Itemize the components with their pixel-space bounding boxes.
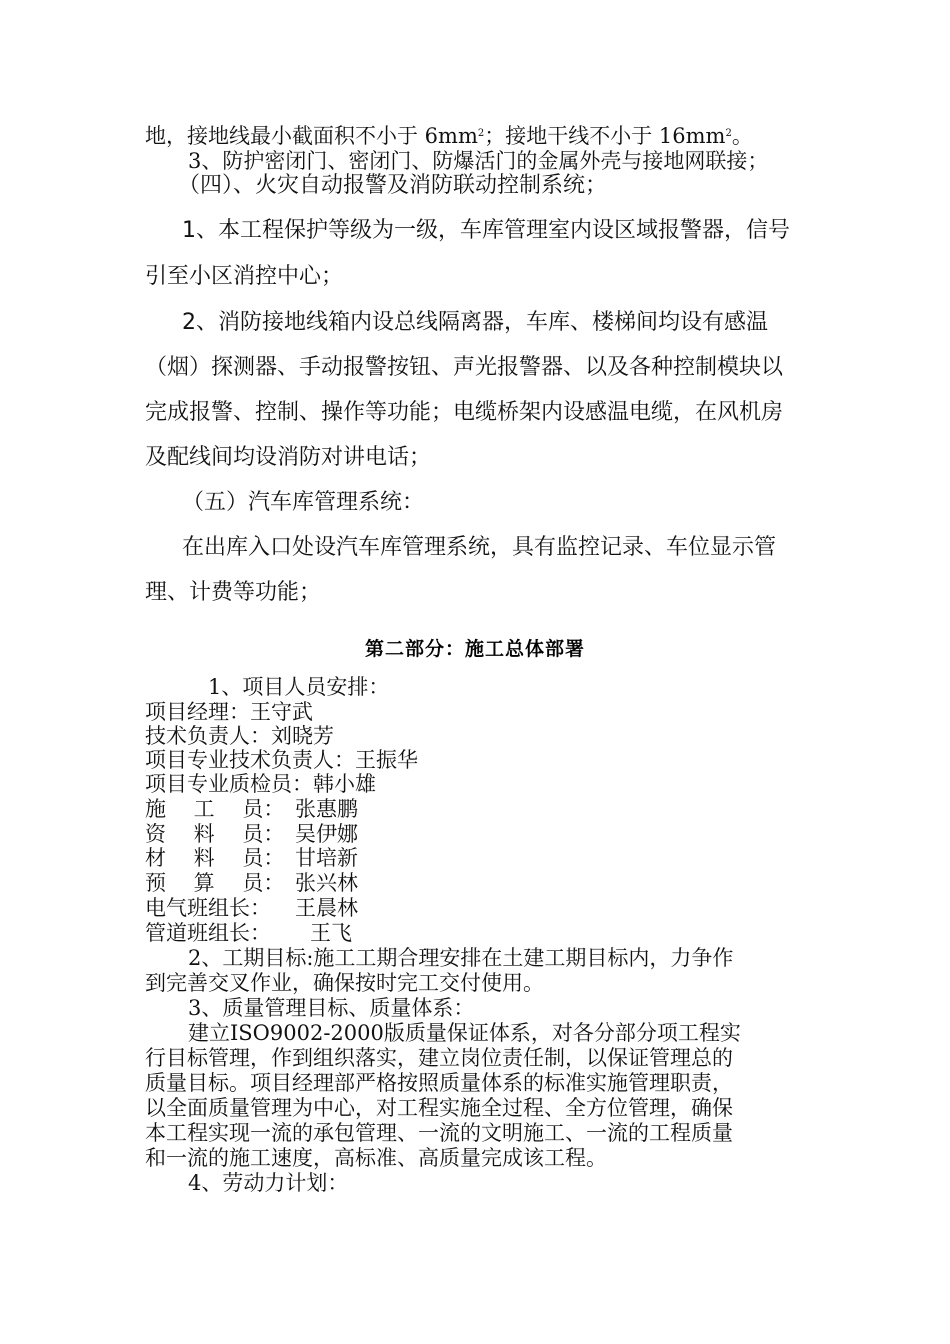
quality-line: 建立ISO9002-2000版质量保证体系，对各分部分项工程实 [188,1021,741,1045]
superscript: 2 [725,128,732,139]
staff-row [145,700,313,724]
staff-name: 吴伊娜 [295,822,358,846]
staff-label: 电气班组长： [145,896,271,920]
staff-row [145,871,358,895]
paragraph-line: 完成报警、控制、操作等功能；电缆桥架内设感温电缆，在风机房 [145,400,784,425]
paragraph-line: 1、本工程保护等级为一级，车库管理室内设区域报警器，信号 [182,218,790,243]
schedule-line: 到完善交叉作业，确保按时完工交付使用。 [145,971,544,995]
staff-label: 材 料 员： [145,846,285,870]
staff-row [145,846,358,870]
paragraph-line: 2、消防接地线箱内设总线隔离器，车库、楼梯间均设有感温 [182,310,768,335]
staff-label: 施 工 员： [145,797,285,821]
staff-row [145,724,334,748]
superscript: 2 [477,128,485,139]
staff-name: 甘培新 [295,846,358,870]
staff-row [145,748,418,772]
labor-heading: 4、劳动力计划： [188,1171,349,1195]
section-heading-garage: （五）汽车库管理系统： [182,490,425,515]
paragraph-line: 引至小区消控中心； [145,264,344,289]
quality-line: 质量目标。项目经理部严格按照质量体系的标准实施管理职责， [145,1071,733,1095]
staff-name: 王飞 [310,921,352,945]
quality-line: 以全面质量管理为中心，对工程实施全过程、全方位管理，确保 [145,1096,733,1120]
quality-heading: 3、质量管理目标、质量体系： [188,996,475,1020]
staff-name: 王振华 [355,748,418,772]
staff-label: 管道班组长： [145,921,271,945]
protective-door-line: 3、防护密闭门、密闭门、防爆活门的金属外壳与接地网联接； [188,149,769,173]
staff-label: 项目经理： [145,700,250,724]
grounding-text-c: 。 [731,124,753,148]
part-title: 第二部分：施工总体部署 [364,638,585,660]
quality-line: 和一流的施工速度，高标准、高质量完成该工程。 [145,1146,607,1170]
staff-name: 王守武 [250,700,313,724]
grounding-line [145,124,753,148]
staff-name: 刘晓芳 [271,724,334,748]
staff-name: 张兴林 [295,871,358,895]
staff-label: 项目专业质检员： [145,772,313,796]
staff-name: 张惠鹏 [295,797,358,821]
staff-name: 王晨林 [295,896,358,920]
staff-row [145,772,376,796]
schedule-line: 2、工期目标:施工工期合理安排在土建工期目标内，力争作 [188,946,734,970]
staff-row [145,797,358,821]
staff-label: 资 料 员： [145,822,285,846]
paragraph-line: 及配线间均设消防对讲电话； [145,445,432,470]
staff-row [145,921,352,945]
grounding-text-b: ；接地干线不小于 16mm [484,124,726,148]
quality-line: 本工程实现一流的承包管理、一流的文明施工、一流的工程质量 [145,1121,733,1145]
staff-row [145,896,358,920]
paragraph-line: 在出库入口处设汽车库管理系统，具有监控记录、车位显示管 [182,535,777,560]
paragraph-line: （烟）探测器、手动报警按钮、声光报警器、以及各种控制模块以 [145,355,784,380]
paragraph-line: 理、计费等功能； [145,580,322,605]
staff-label: 技术负责人： [145,724,271,748]
section-heading-fire-alarm: （四）、火灾自动报警及消防联动控制系统； [178,173,608,198]
staff-name: 韩小雄 [313,772,376,796]
staff-label: 预 算 员： [145,871,285,895]
staff-row [145,822,358,846]
grounding-text-a: 地，接地线最小截面积不小于 6mm [145,124,478,148]
staff-label: 项目专业技术负责人： [145,748,355,772]
quality-line: 行目标管理，作到组织落实，建立岗位责任制，以保证管理总的 [145,1046,733,1070]
staff-heading: 1、项目人员安排： [208,675,390,699]
